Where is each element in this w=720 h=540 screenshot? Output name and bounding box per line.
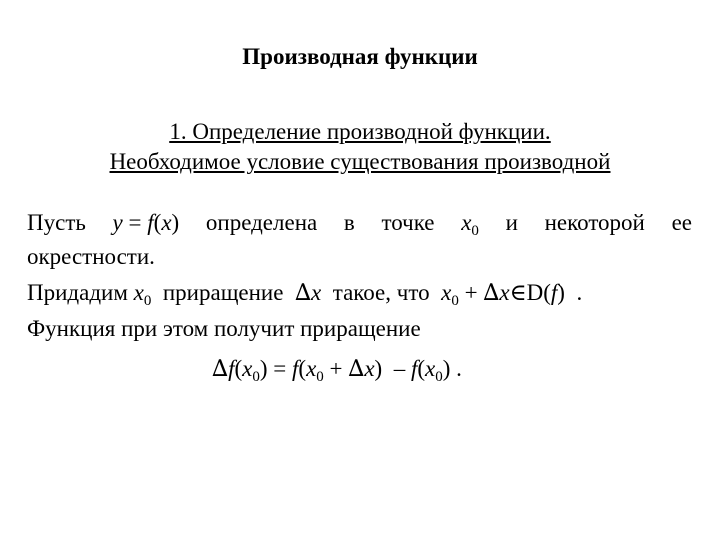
paragraph-1-line-2: окрестности. (27, 244, 155, 269)
text: приращение (151, 280, 295, 305)
paren: ( (298, 356, 307, 381)
x0-term (461, 210, 479, 239)
minus-sign: – (382, 356, 411, 381)
var-f: f (410, 356, 418, 381)
var-x: x (461, 210, 472, 235)
var-f: f (147, 210, 154, 235)
period: . (450, 356, 462, 381)
var-x: x (133, 280, 144, 305)
paren: ( (153, 210, 162, 235)
delta-symbol: ∆ (483, 280, 500, 306)
var-x: x (242, 356, 253, 381)
subscript: 0 (471, 223, 479, 239)
var-f: f (292, 356, 299, 381)
delta-symbol: ∆ (212, 356, 229, 382)
var-f: f (550, 280, 558, 305)
paren: ) (374, 356, 383, 381)
subscript: 0 (316, 369, 324, 385)
var-x: x (425, 356, 436, 381)
function-definition (113, 210, 180, 236)
paragraph-3: Функция при этом получит приращение (27, 316, 421, 341)
domain-symbol: D( (526, 280, 551, 305)
delta-symbol: ∆ (294, 280, 312, 306)
paragraph-2 (27, 280, 692, 309)
paren: ( (234, 356, 243, 381)
subscript: 0 (451, 293, 459, 309)
subscript: 0 (252, 369, 260, 385)
var-f: f (228, 356, 235, 381)
var-x: x (306, 356, 317, 381)
plus-sign: + (323, 356, 349, 381)
word: ее (671, 210, 692, 235)
increment-formula (212, 356, 462, 385)
var-x: x (364, 356, 375, 381)
subscript: 0 (143, 293, 152, 309)
paren: ) (171, 210, 180, 235)
var-x: x (161, 210, 172, 235)
word: точке (381, 210, 435, 235)
delta-symbol: ∆ (348, 356, 365, 382)
paren: ( (417, 356, 426, 381)
plus-sign: + (458, 280, 484, 305)
equals-sign: = (267, 356, 292, 381)
word: в (343, 210, 355, 235)
word: Пусть (27, 210, 86, 235)
text: Придадим (27, 280, 134, 305)
subscript: 0 (435, 369, 443, 385)
var-x: x (311, 280, 322, 305)
paren: ) (442, 356, 451, 381)
text: такое, что (321, 280, 442, 305)
word: и (505, 210, 518, 235)
var-y: y (112, 210, 123, 235)
section-heading (0, 117, 720, 177)
section-heading-line-2: Необходимое условие существования производной (109, 149, 611, 174)
section-heading-line-1: 1. Определение производной функции. (169, 119, 551, 144)
paren: ) (259, 356, 268, 381)
word: некоторой (544, 210, 645, 235)
var-x: x (499, 280, 510, 305)
text: ) . (557, 280, 583, 305)
page-title: Производная функции (242, 44, 478, 69)
equals-sign: = (122, 210, 148, 235)
element-of-symbol: ∈ (509, 280, 527, 306)
var-x: x (441, 280, 452, 305)
word: определена (205, 210, 318, 235)
paragraph-1-line-1 (27, 210, 692, 239)
